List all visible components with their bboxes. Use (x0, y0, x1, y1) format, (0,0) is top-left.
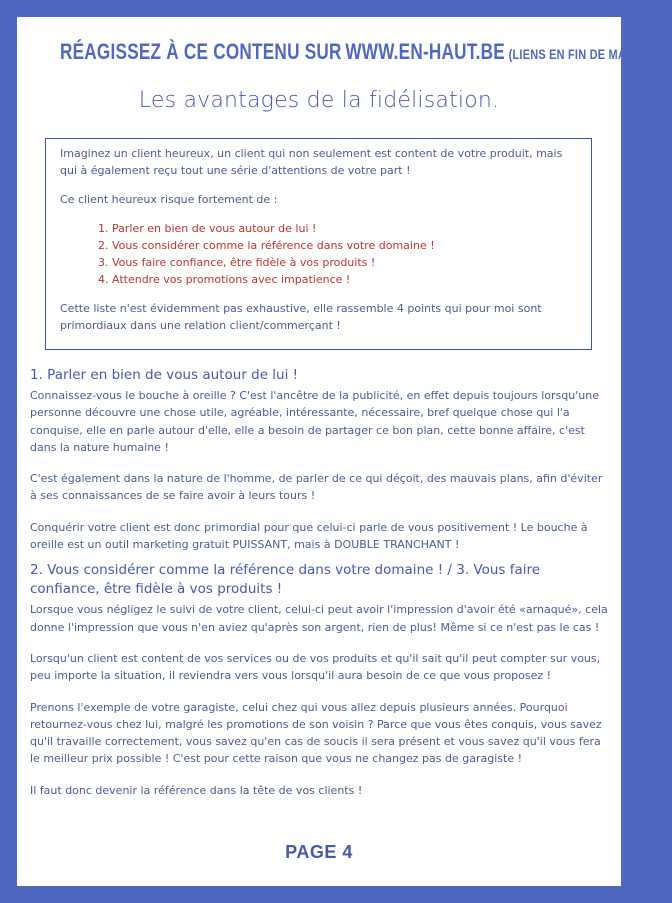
intro-list-item: 3. Vous faire confiance, être fidèle à vos produits ! (98, 256, 376, 269)
section-2-paragraph-4: Il faut donc devenir la référence dans la tête de vos clients ! (30, 783, 363, 797)
intro-list-item: 2. Vous considérer comme la référence dans votre domaine ! (98, 239, 435, 252)
page-title: Les avantages de la fidélisation. (138, 88, 500, 113)
intro-box (45, 138, 592, 350)
intro-list (60, 220, 577, 288)
header-suffix: (LIENS EN FIN DE MAGAZINE) (508, 46, 672, 62)
section-1-paragraph-2: C'est également dans la nature de l'homme, de parler de ce qui déçoit, des mauvais plans, afin d'éviter à ses connaissances de se faire avoir à leurs tours ! (30, 472, 603, 503)
section-1-paragraph-3: Conquérir votre client est donc primordial pour que celui-ci parle de vous positivement ! Le bouche à oreille est un outil marketing gratuit PUISSANT, mais à DOUBLE TRANCHANT ! (30, 520, 588, 552)
section-1-heading: 1. Parler en bien de vous autour de lui ! (30, 367, 299, 383)
intro-paragraph-1: Imaginez un client heureux, un client qui non seulement est content de votre produit, mais qui à également reçu tout une série d'attentions de votre part ! (60, 147, 563, 177)
section-2-paragraph-3: Prenons l'exemple de votre garagiste, celui chez qui vous allez depuis plusieurs années. Pourquoi retournez-vous chez lui, malgré les promotions de son voisin ? Parce que vous êtes conquis, vous savez qu'il travaille correctement, vous savez qu'en cas de soucis il sera présent et vous savez qu'il vous fera le meilleur prix possible ! C'est pour cette raison que vous ne changez pas de garagiste ! (30, 700, 602, 766)
section-2-paragraph-2: Lorsqu'un client est content de vos services ou de vos produits et qu'il sait qu'il peut compter sur vous, peu importe la situation, il reviendra vers vous lorsqu'il aura besoin de ce que vous proposez ! (30, 651, 601, 683)
intro-paragraph-2: Ce client heureux risque fortement de : (60, 193, 278, 206)
section-2-heading: 2. Vous considérer comme la référence dans votre domaine ! / 3. Vous faire confiance, être fidèle à vos produits ! (30, 562, 541, 598)
section-2-paragraph-1: Lorsque vous négligez le suivi de votre client, celui-ci peut avoir l'impression d'avoir été «arnaqué», cela donne l'impression que vous n'en aviez qu'après son argent, rien de plus! Même si ce n'est pas le cas ! (30, 603, 608, 634)
header-prefix: RÉAGISSEZ À CE CONTENU SUR (60, 39, 342, 64)
intro-list-item: 1. Parler en bien de vous autour de lui ! (98, 222, 317, 235)
intro-list-item: 4. Attendre vos promotions avec impatience ! (98, 273, 351, 286)
page-number: PAGE 4 (285, 842, 353, 862)
header-banner (60, 39, 672, 65)
article-body (30, 366, 610, 813)
header-site-link[interactable]: WWW.EN-HAUT.BE (345, 39, 505, 64)
intro-paragraph-3: Cette liste n'est évidemment pas exhaustive, elle rassemble 4 points qui pour moi sont primordiaux dans une relation client/commerçant ! (60, 302, 542, 332)
section-1-paragraph-1: Connaissez-vous le bouche à oreille ? C'est l'ancêtre de la publicité, en effet depuis toujours lorsqu'une personne découvre une chose utile, agréable, intéressante, nécessaire, bref quelque chose qui l'a conquise, elle en parle autour d'elle, elle a besoin de partager ce bon plan, cette bonne affaire, c'est dans la nature humaine ! (30, 389, 599, 454)
